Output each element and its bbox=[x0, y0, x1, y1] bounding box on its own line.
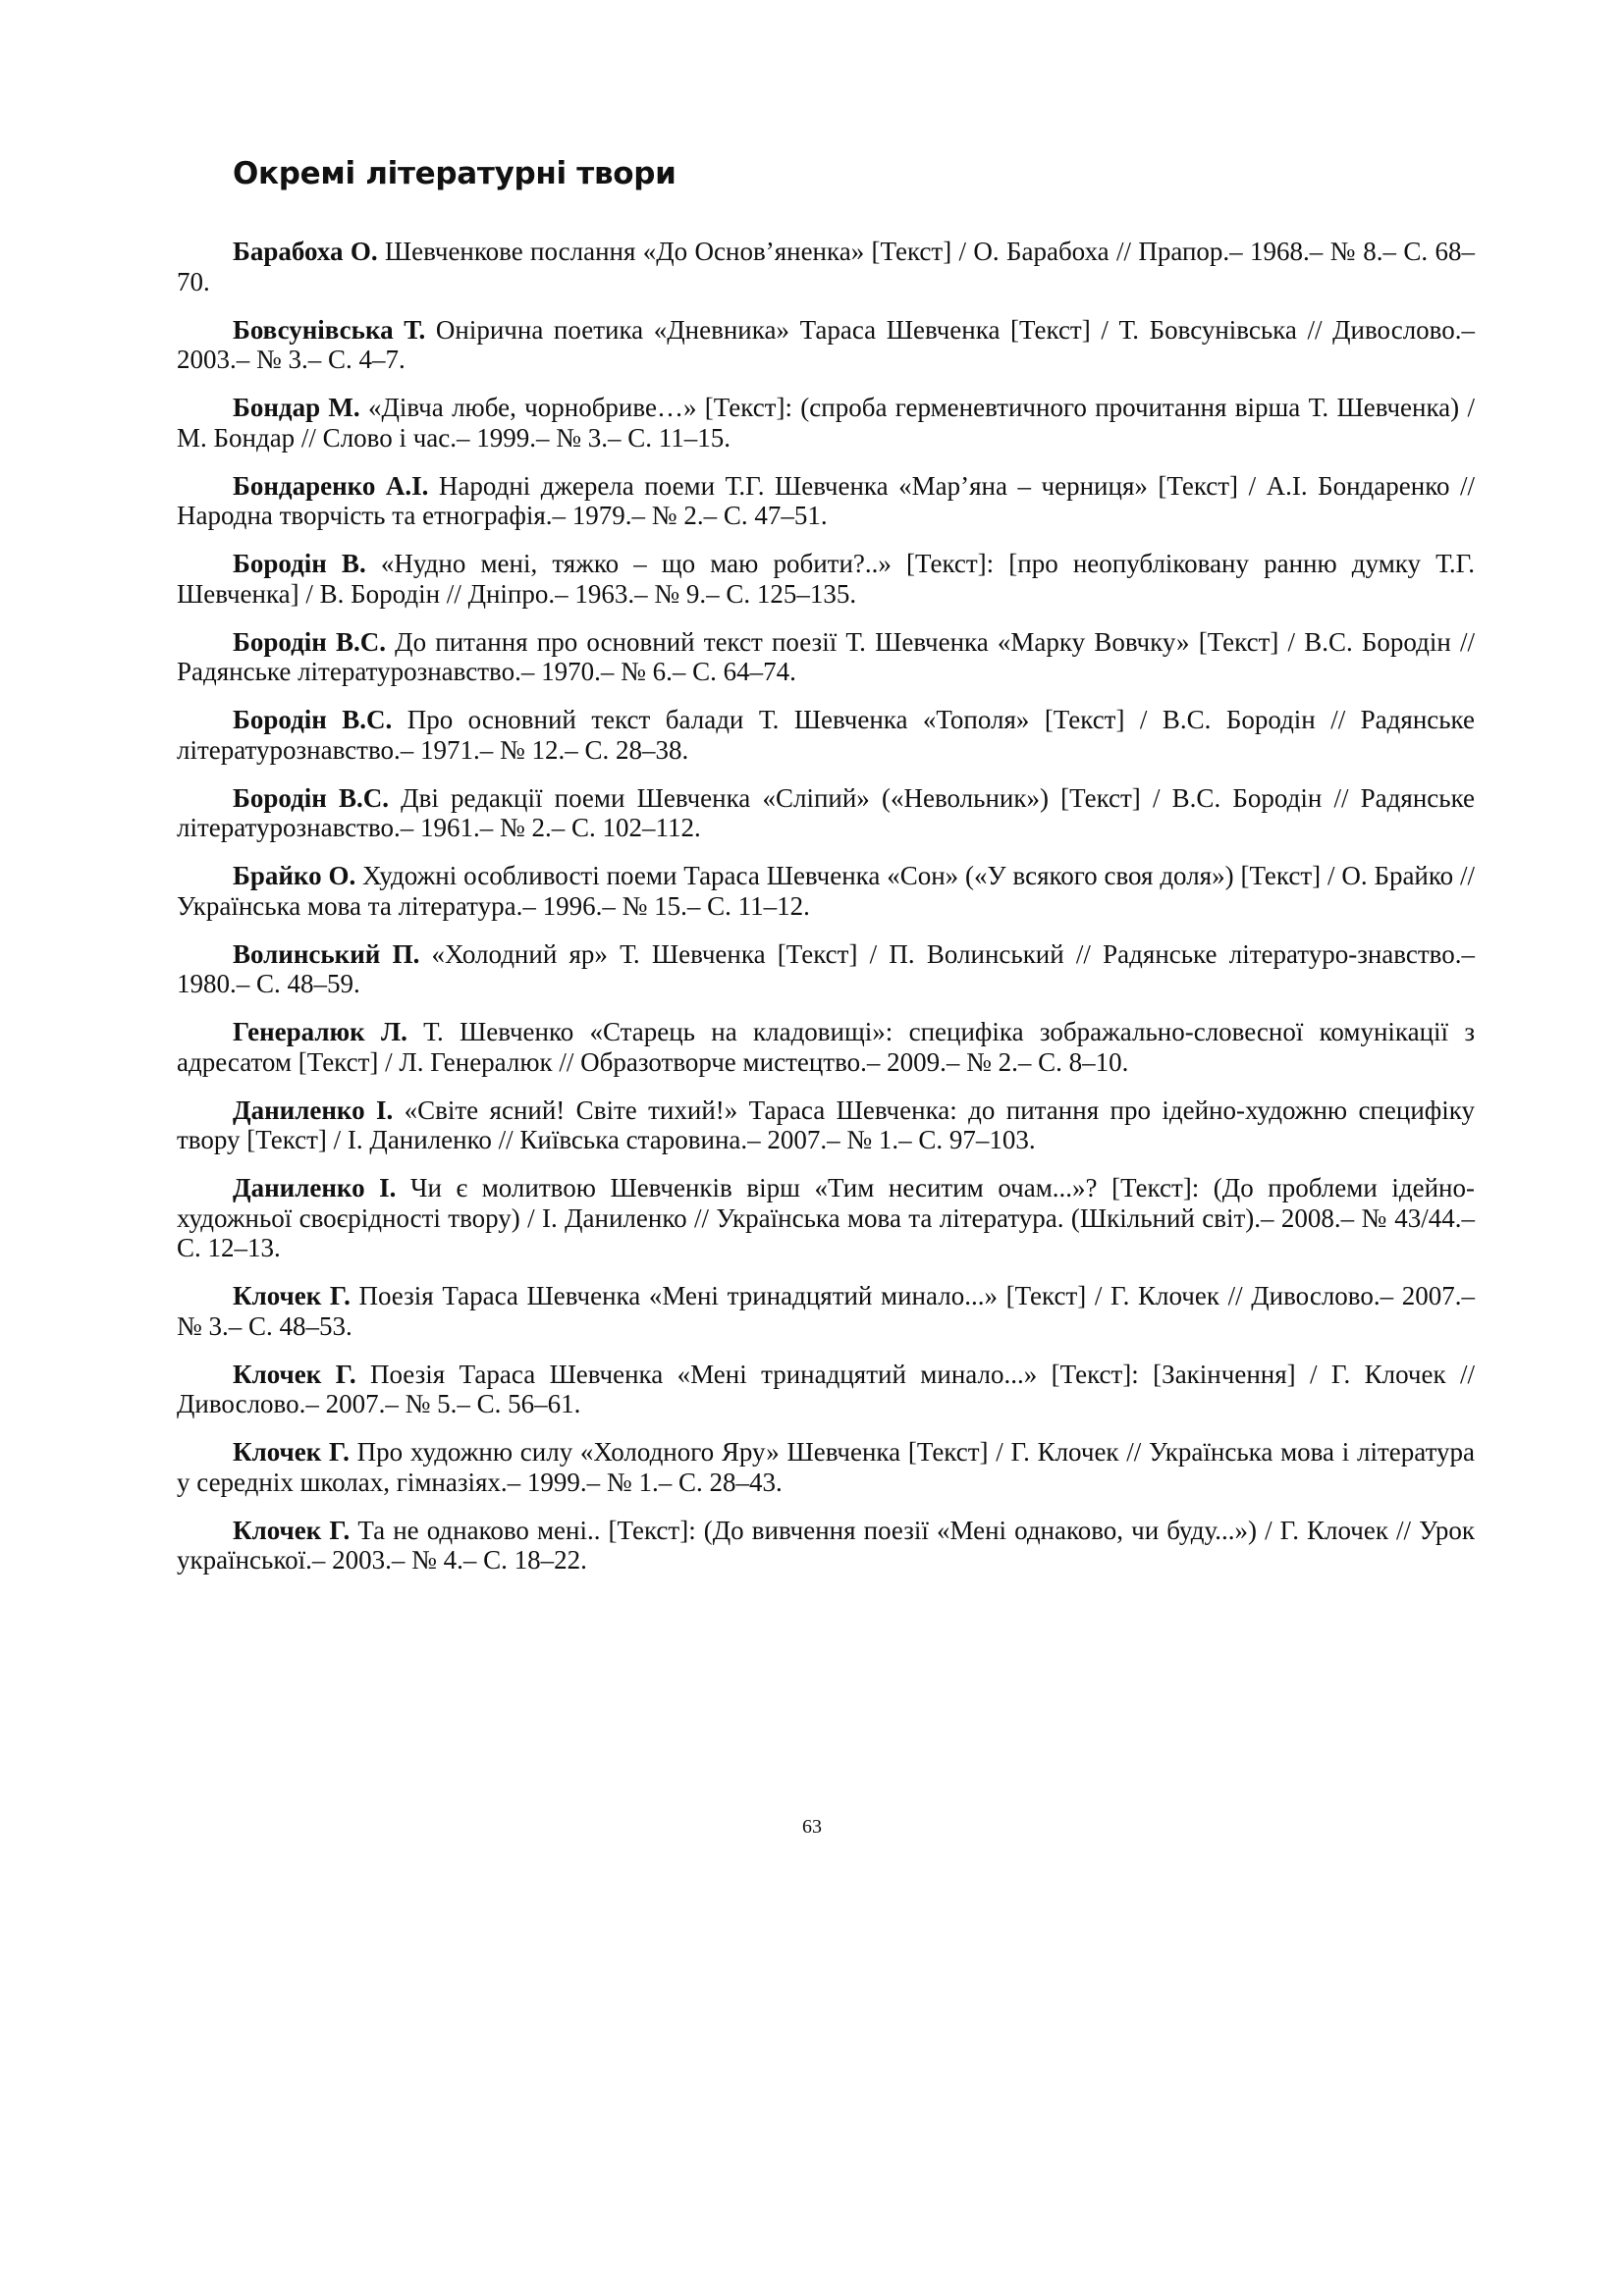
entry-author: Волинський П. bbox=[233, 938, 420, 969]
bibliography-entry bbox=[177, 1095, 1475, 1155]
entry-author: Генералюк Л. bbox=[233, 1017, 407, 1046]
entry-text: Т. Шевченко «Старець на кладовищі»: специфіка зображально-словесної комунікації з адресатом [Текст] / Л. Генералюк // Образотворче мистецтво.– 2009.– № 2.– С. 8–10. bbox=[177, 1017, 1475, 1077]
bibliography-entry bbox=[177, 237, 1475, 296]
entry-text: Шевченкове послання «До Основ’яненка» [Текст] / О. Барабоха // Прапор.– 1968.– № 8.– С. 68–70. bbox=[177, 237, 1475, 296]
bibliography-entry bbox=[177, 1017, 1475, 1077]
bibliography-entry bbox=[177, 1437, 1475, 1497]
entry-text: Про основний текст балади Т. Шевченка «Тополя» [Текст] / В.С. Бородін // Радянське літературознавство.– 1971.– № 12.– С. 28–38. bbox=[177, 705, 1475, 765]
bibliography-entry bbox=[177, 1281, 1475, 1341]
entry-author: Даниленко І. bbox=[233, 1173, 397, 1202]
entry-author: Клочек Г. bbox=[233, 1515, 351, 1545]
bibliography-entry bbox=[177, 1360, 1475, 1419]
entry-author: Бородін В. bbox=[233, 549, 366, 578]
entry-text: Дві редакції поеми Шевченка «Сліпий» («Невольник») [Текст] / В.С. Бородін // Радянське літературознавство.– 1961.– № 2.– С. 102–112. bbox=[177, 782, 1476, 842]
entry-author: Даниленко І. bbox=[233, 1095, 394, 1125]
bibliography-entry bbox=[177, 393, 1475, 453]
entry-text: Та не однаково мені.. [Текст]: (До вивчення поезії «Мені однаково, чи буду...») / Г. Клочек // Урок української.– 2003.– № 4.– С. 18–22. bbox=[177, 1515, 1475, 1575]
entry-author: Клочек Г. bbox=[233, 1281, 351, 1310]
entry-text: Поезія Тараса Шевченка «Мені тринадцятий минало...» [Текст]: [Закінчення] / Г. Клочек // Дивослово.– 2007.– № 5.– С. 56–61. bbox=[177, 1359, 1475, 1418]
entry-author: Клочек Г. bbox=[233, 1359, 356, 1389]
entry-text: «Світе ясний! Світе тихий!» Тараса Шевченка: до питання про ідейно-художню специфіку твору [Текст] / І. Даниленко // Київська старовина.– 2007.– № 1.– С. 97–103. bbox=[177, 1095, 1475, 1154]
bibliography-entry bbox=[177, 1516, 1475, 1575]
entry-author: Бородін В.С. bbox=[233, 705, 393, 734]
entry-text: Художні особливості поеми Тараса Шевченка «Сон» («У всякого своя доля») [Текст] / О. Брайко // Українська мова та література.– 1996.– № 15.– С. 11–12. bbox=[177, 861, 1475, 921]
entry-text: Поезія Тараса Шевченка «Мені тринадцятий минало...» [Текст] / Г. Клочек // Дивослово.– 2007.– № 3.– С. 48–53. bbox=[177, 1281, 1475, 1341]
entry-text: Онірична поетика «Дневника» Тараса Шевченка [Текст] / Т. Бовсунівська // Дивослово.– 2003.– № 3.– С. 4–7. bbox=[177, 314, 1475, 374]
entry-text: «Холодний яр» Т. Шевченка [Текст] / П. Волинський // Радянське літературо-знавство.– 1980.– С. 48–59. bbox=[177, 938, 1475, 998]
section-title: Окремі літературні твори bbox=[233, 156, 677, 191]
entry-author: Бородін В.С. bbox=[233, 782, 389, 813]
bibliography-entry bbox=[177, 471, 1475, 531]
entry-text: «Дівча любе, чорнобриве…» [Текст]: (спроба герменевтичного прочитання вірша Т. Шевченка) / М. Бондар // Слово і час.– 1999.– № 3.– С. 11–15. bbox=[177, 393, 1475, 453]
bibliography-entry bbox=[177, 939, 1475, 999]
page-number: 63 bbox=[802, 1816, 822, 1838]
entry-text: Народні джерела поеми Т.Г. Шевченка «Мар’яна – черниця» [Текст] / А.І. Бондаренко // Народна творчість та етнографія.– 1979.– № 2.– С. 47–51. bbox=[177, 470, 1475, 530]
bibliography-entry bbox=[177, 627, 1475, 687]
bibliography-entry bbox=[177, 315, 1475, 375]
entry-author: Барабоха О. bbox=[233, 237, 378, 266]
entry-author: Бородін В.С. bbox=[233, 626, 386, 657]
entry-author: Бовсунівська Т. bbox=[233, 314, 426, 345]
bibliography-entry bbox=[177, 861, 1475, 921]
bibliography-entry bbox=[177, 783, 1475, 843]
entry-text: «Нудно мені, тяжко – що маю робити?..» [Текст]: [про неопубліковану ранню думку Т.Г. Шевченка] / В. Бородін // Дніпро.– 1963.– № 9.– С. 125–135. bbox=[177, 549, 1475, 609]
entry-text: Чи є молитвою Шевченків вірш «Тим неситим очам...»? [Текст]: (До проблеми ідейно-художньої своєрідності твору) / І. Даниленко // Українська мова та література. (Шкільний світ).– 2008.– № 43/44.– С. 12–13. bbox=[177, 1173, 1475, 1262]
bibliography-entry bbox=[177, 549, 1475, 609]
bibliography-entry bbox=[177, 705, 1475, 765]
entry-author: Бондаренко А.І. bbox=[233, 470, 429, 501]
entry-text: До питання про основний текст поезії Т. Шевченка «Марку Вовчку» [Текст] / В.С. Бородін // Радянське літературознавство.– 1970.– № 6.– С. 64–74. bbox=[177, 626, 1476, 686]
entry-author: Бондар М. bbox=[233, 393, 360, 422]
entry-text: Про художню силу «Холодного Яру» Шевченка [Текст] / Г. Клочек // Українська мова і література у середніх школах, гімназіях.– 1999.– № 1.– С. 28–43. bbox=[177, 1437, 1475, 1497]
bibliography-entry bbox=[177, 1173, 1475, 1263]
bibliography-list bbox=[177, 237, 1475, 1593]
entry-author: Клочек Г. bbox=[233, 1437, 350, 1467]
entry-author: Брайко О. bbox=[233, 861, 356, 890]
